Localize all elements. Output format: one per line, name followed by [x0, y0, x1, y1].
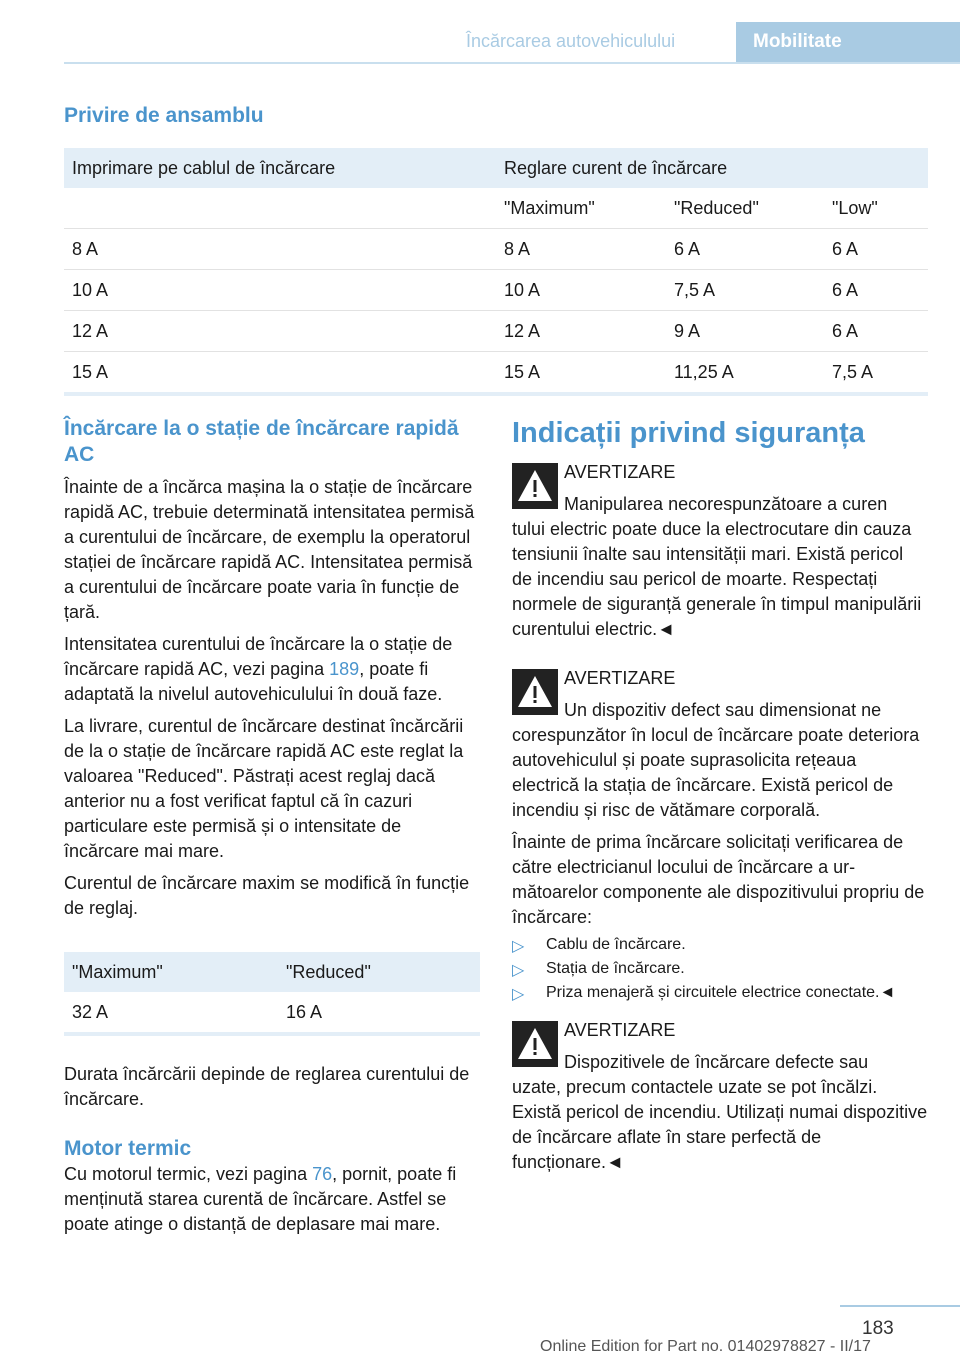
table-cell: 15 A — [504, 361, 541, 382]
section-title: Privire de ansamblu — [64, 104, 264, 127]
left-column — [64, 416, 480, 921]
footer-rule — [840, 1305, 960, 1307]
page-link[interactable]: 189 — [329, 659, 360, 679]
table-cell: 6 A — [832, 238, 859, 259]
warning-text: corespunzător în locul de încărcare poate deteriora autovehiculul și poate suprasolicita rețeaua electrică la stația de încărcare. Există pericol de incendiu și risc de vătămare corporală. — [512, 725, 920, 820]
warning-label: AVERTIZARE — [564, 668, 676, 688]
table-cell: 6 A — [832, 320, 859, 341]
warning-label: AVERTIZARE — [564, 462, 676, 482]
warning-text: Manipularea necorespunzătoare a curen — [564, 494, 888, 514]
table-cell: 10 A — [72, 279, 109, 300]
table-cell: 15 A — [72, 361, 109, 382]
page-link[interactable]: 76 — [312, 1164, 333, 1184]
header-rule — [64, 62, 960, 64]
table-row — [64, 992, 480, 1034]
table-subhead-row — [64, 188, 928, 229]
table-header-row — [64, 952, 480, 992]
edition-note: Online Edition for Part no. 01402978827 - II/17 — [540, 1338, 871, 1355]
max-current-table — [64, 952, 480, 1036]
paragraph: Durata încărcării depinde de reglarea curentului de încărcare. — [64, 1064, 470, 1109]
table-cell: 16 A — [286, 1001, 323, 1022]
table-cell: "Low" — [832, 197, 878, 218]
engine-heading: Motor termic — [64, 1137, 192, 1160]
warning-block — [512, 460, 928, 642]
table-cell: 6 A — [674, 238, 701, 259]
warning-block — [512, 1018, 928, 1175]
table-cell: 10 A — [504, 279, 541, 300]
triangle-right-icon: ▷ — [512, 938, 525, 955]
triangle-right-icon: ▷ — [512, 962, 525, 979]
table-cell: 32 A — [72, 1001, 109, 1022]
table-cell: "Maximum" — [504, 197, 595, 218]
page-number: 183 — [862, 1318, 894, 1339]
paragraph: Înainte de prima încărcare solicitați verificarea de către electricianul locului de încărcare a următoarelor componente ale dispozitivului propriu de încărcare: — [512, 832, 925, 927]
left-column-lower — [64, 1062, 480, 1237]
warning-text: Un dispozitiv defect sau dimensionat ne — [564, 700, 882, 720]
paragraph: Intensitatea curentului de încărcare la o stație de încărcare rapidă AC, vezi pagina 189, poate fi adaptată la nivelul autovehiculului în două faze. — [64, 634, 453, 704]
list-item: ▷ Stația de încărcare. — [512, 960, 685, 979]
table-row — [64, 270, 928, 311]
warning-text: tului electric poate duce la electrocutare din cauza tensiunii înalte sau intensității mari. Există pericol de incendiu sau pericol de moarte. Respectați normele de siguranță generale în timpul manipulării curentului electric.◄ — [512, 519, 922, 639]
warning-block — [512, 666, 928, 823]
table-cell: "Reduced" — [674, 197, 759, 218]
warning-text: Dispozitivele de încărcare defecte sau — [564, 1052, 869, 1072]
ac-station-heading: Încărcare la o stație de încărcare rapidă AC — [64, 417, 459, 466]
paragraph: La livrare, curentul de încărcare destinat încărcării de la o stație de încărcare rapidă AC este reglat la valoarea "Reduced". Păstrați acest reglaj dacă anterior nu a fost verificat faptul că în cazuri particulare este permisă și o intensitate de încărcare mai mare. — [64, 716, 464, 861]
warning-icon — [512, 1021, 558, 1067]
table-cell: 8 A — [72, 238, 99, 259]
section-tab: Mobilitate — [736, 22, 960, 62]
table-head-cell: "Maximum" — [72, 961, 163, 982]
warning-label: AVERTIZARE — [564, 1020, 676, 1040]
chapter-title: Încărcarea autovehiculului — [466, 31, 676, 51]
table-row — [64, 229, 928, 270]
warning-text: uzate, precum contactele uzate se pot încălzi. Există pericol de incendiu. Utilizați numai dispozitive de încărcare aflate în stare perfectă de funcționare.◄ — [512, 1077, 928, 1172]
table-head-cell: Imprimare pe cablul de încărcare — [72, 157, 336, 178]
table-cell: 7,5 A — [674, 279, 716, 300]
table-cell: 7,5 A — [832, 361, 874, 382]
paragraph: Curentul de încărcare maxim se modifică în funcție de reglaj. — [64, 873, 470, 918]
table-head-cell: Reglare curent de încărcare — [504, 157, 728, 178]
safety-heading: Indicații privind siguranța — [512, 417, 865, 449]
table-head-cell: "Reduced" — [286, 961, 371, 982]
warning-icon — [512, 669, 558, 715]
list-item: ▷ Cablu de încărcare. — [512, 936, 686, 955]
list-item: ▷ Priza menajeră și circuitele electrice conectate.◄ — [512, 984, 896, 1003]
table-cell: 6 A — [832, 279, 859, 300]
triangle-right-icon: ▷ — [512, 986, 525, 1003]
table-cell: 9 A — [674, 320, 701, 341]
paragraph: Cu motorul termic, vezi pagina 76, pornit, poate fi menținută starea curentă de încărcare. Astfel se poate atinge o distanță de deplasare mai mare. — [64, 1164, 457, 1234]
paragraph: Înainte de a încărca mașina la o stație de încărcare rapidă AC, trebuie determinată intensitatea permisă a curentului de încărcare, de exemplu la operatorul stației de încărcare rapidă AC. Intensitatea permisă a curentului de încărcare poate varia în funcție de țară. — [64, 477, 475, 622]
table-row — [64, 352, 928, 395]
warning-icon — [512, 463, 558, 509]
table-cell — [64, 188, 496, 229]
table-cell: 11,25 A — [674, 361, 734, 382]
table-cell: 8 A — [504, 238, 531, 259]
table-row — [64, 311, 928, 352]
current-table — [64, 148, 928, 396]
table-header-row — [64, 148, 928, 188]
table-cell: 12 A — [72, 320, 109, 341]
right-column — [512, 416, 928, 1175]
table-cell: 12 A — [504, 320, 541, 341]
